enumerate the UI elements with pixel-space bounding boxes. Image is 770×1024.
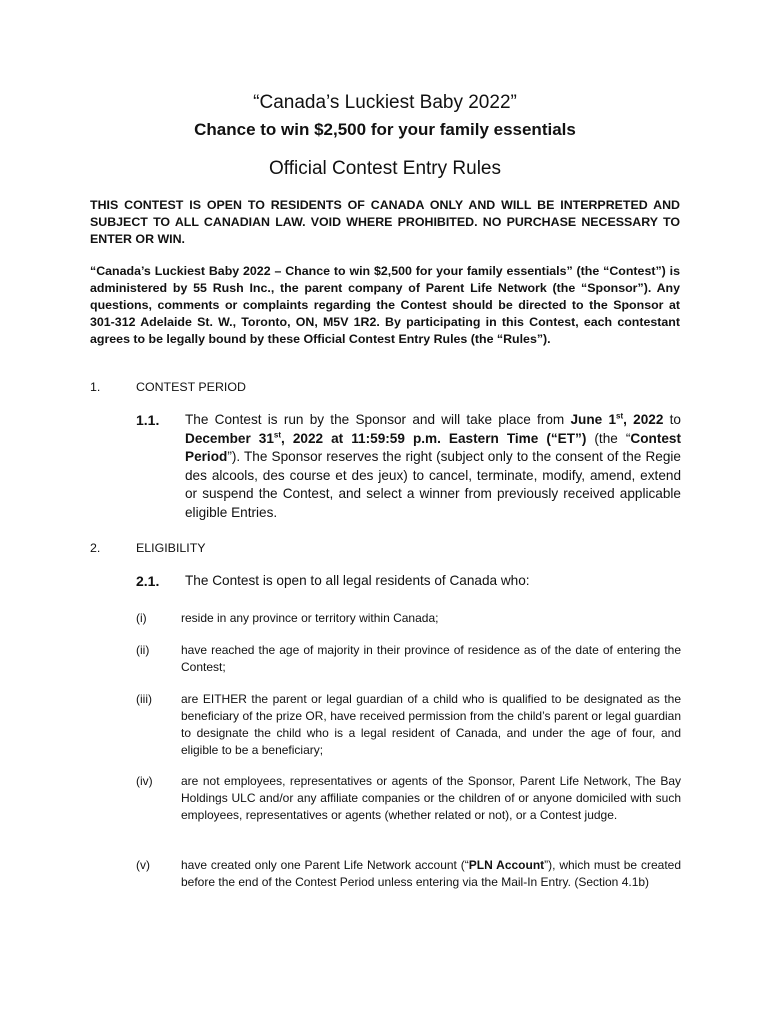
rules-title: Official Contest Entry Rules	[269, 158, 501, 179]
contest-period-connector: (the “	[586, 430, 631, 446]
subsection-2-1-text: The Contest is open to all legal residents of Canada who:	[185, 573, 530, 588]
end-date: December 31st, 2022 at 11:59:59 p.m. Eastern Time (“ET”)	[185, 429, 587, 446]
pln-account-term: PLN Account	[468, 858, 545, 872]
section-1-number: 1.	[90, 380, 101, 394]
subsection-2-1-number: 2.1.	[136, 573, 160, 589]
contest-title: “Canada’s Luckiest Baby 2022”	[253, 92, 517, 113]
list-item-number: (ii)	[136, 643, 150, 657]
list-item: have reached the age of majority in their province of residence as of the date of entering the Contest;	[181, 643, 681, 674]
to-word: to	[663, 412, 681, 427]
start-date: June 1st, 2022	[570, 411, 664, 427]
section-2-title: ELIGIBILITY	[136, 541, 206, 555]
list-item-number: (iii)	[136, 692, 152, 706]
list-item-number: (iv)	[136, 774, 153, 788]
list-item: are EITHER the parent or legal guardian of a child who is qualified to be designated as the beneficiary of the prize OR, have received permission from the child’s parent or legal guardian to designate the child who is a legal resident of Canada, and under the age of four, and eligible to be a beneficiary;	[181, 692, 681, 757]
contest-period-details: ”). The Sponsor reserves the right (subject only to the consent of the Regie des alcools, des course et des jeux) to cancel, terminate, modify, amend, extend or suspend the Contest, and select a winner from previously received applicable eligible Entries.	[185, 449, 681, 520]
list-item: reside in any province or territory within Canada;	[181, 611, 439, 625]
contest-subtitle: Chance to win $2,500 for your family essentials	[194, 120, 576, 139]
disclaimer-paragraph: THIS CONTEST IS OPEN TO RESIDENTS OF CANADA ONLY AND WILL BE INTERPRETED AND SUBJECT TO ALL CANADIAN LAW. VOID WHERE PROHIBITED. NO PURCHASE NECESSARY TO ENTER OR WIN.	[90, 198, 680, 246]
list-item: are not employees, representatives or agents of the Sponsor, Parent Life Network, The Bay Holdings ULC and/or any affiliate companies or the children of or anyone domiciled with such employees, representatives or agents (whether related or not), or a Contest judge.	[181, 774, 681, 822]
section-1-title: CONTEST PERIOD	[136, 380, 246, 394]
section-2-number: 2.	[90, 541, 101, 555]
list-item: have created only one Parent Life Network account (“PLN Account”), which must be created before the end of the Contest Period unless entering via the Mail-In Entry. (Section 4.1b)	[181, 858, 681, 889]
list-item-number: (i)	[136, 611, 147, 625]
list-item-number: (v)	[136, 858, 150, 872]
subsection-1-1-number: 1.1.	[136, 412, 160, 428]
subsection-1-1-text	[185, 411, 681, 522]
contest-period-label: Contest Period	[185, 430, 681, 464]
admin-paragraph: “Canada’s Luckiest Baby 2022 – Chance to win $2,500 for your family essentials” (the “Contest”) is administered by 55 Rush Inc., the parent company of Parent Life Network (the “Sponsor”). Any questions, comments or complaints regarding the Contest should be directed to the Sponsor at 301-312 Adelaide St. W., Toronto, ON, M5V 1R2. By participating in this Contest, each contestant agrees to be legally bound by these Official Contest Entry Rules (the “Rules”).	[90, 264, 680, 346]
contest-period-intro: The Contest is run by the Sponsor and will take place from	[185, 412, 571, 427]
